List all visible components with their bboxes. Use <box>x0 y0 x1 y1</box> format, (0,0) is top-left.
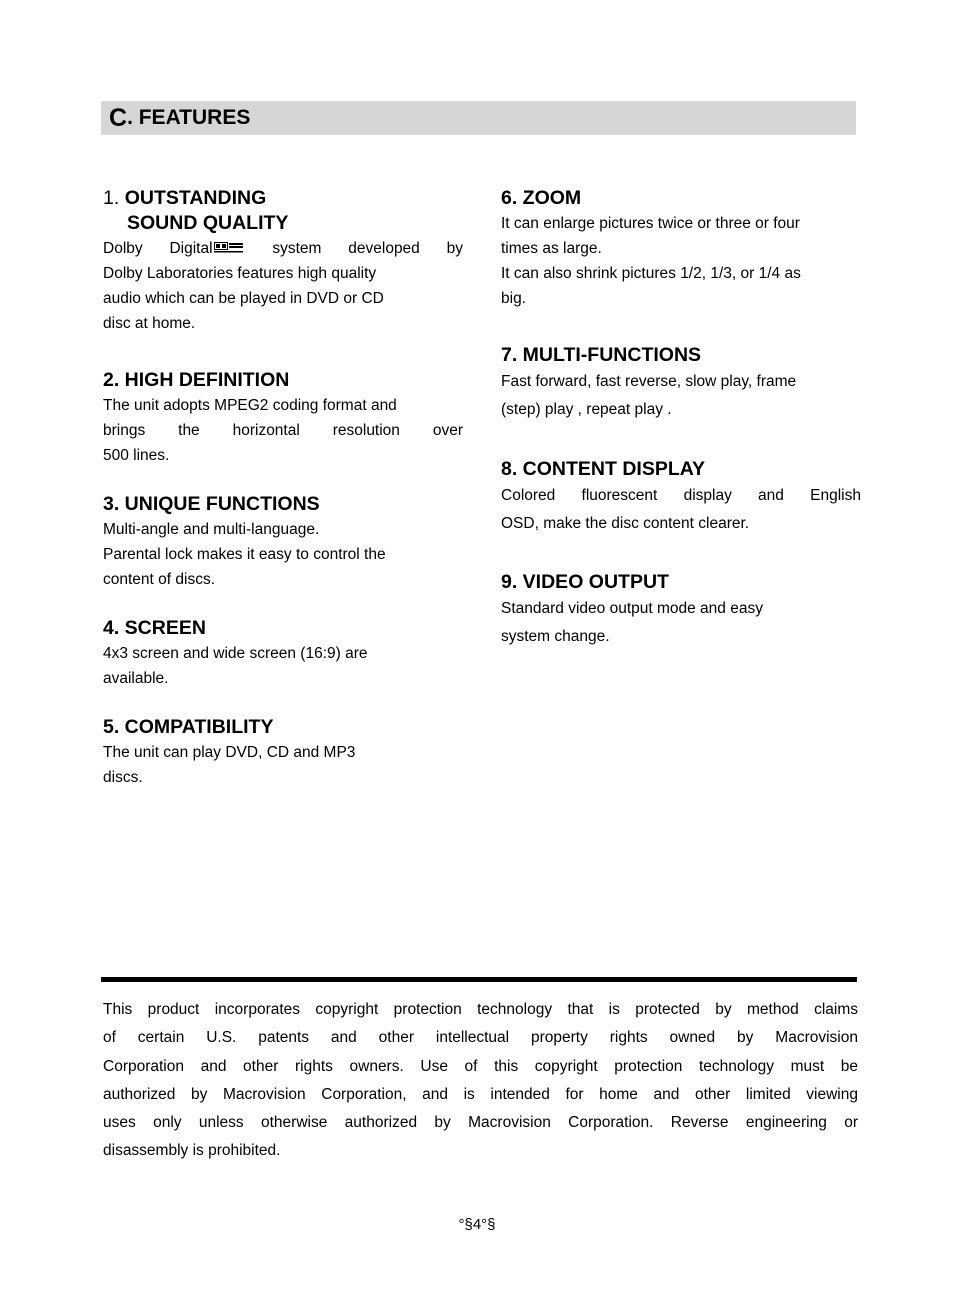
feature-unique-functions <box>103 492 463 616</box>
feature-description: Standard video output mode and easy system change. <box>501 600 763 645</box>
feature-description: Dolby Digital system developed by Dolby Laboratories features high quality audio which can be played in DVD or CD disc at home. <box>103 240 463 332</box>
features-left-column <box>103 186 463 790</box>
section-letter: C <box>109 104 128 132</box>
feature-compatibility <box>103 715 463 790</box>
feature-title: 6. ZOOM <box>501 187 582 209</box>
section-header <box>101 101 856 135</box>
feature-zoom <box>501 186 861 343</box>
feature-description: The unit adopts MPEG2 coding format and brings the horizontal resolution over 500 lines. <box>103 397 463 464</box>
feature-title: 5. COMPATIBILITY <box>103 716 274 738</box>
feature-content-display <box>501 457 861 570</box>
feature-description: It can enlarge pictures twice or three or four times as large. It can also shrink pictures 1/2, 1/3, or 1/4 as big. <box>501 215 801 307</box>
feature-title: 9. VIDEO OUTPUT <box>501 571 669 593</box>
feature-video-output <box>501 570 861 651</box>
feature-title: 3. UNIQUE FUNCTIONS <box>103 493 320 515</box>
feature-multi-functions <box>501 343 861 457</box>
features-right-column <box>501 186 861 651</box>
section-divider <box>101 977 857 982</box>
feature-title: 2. HIGH DEFINITION <box>103 369 290 391</box>
feature-title: 7. MULTI-FUNCTIONS <box>501 344 702 366</box>
feature-title: 1. OUTSTANDING SOUND QUALITY <box>103 187 289 234</box>
feature-description: 4x3 screen and wide screen (16:9) are available. <box>103 645 368 687</box>
feature-description: Multi-angle and multi-language. Parental lock makes it easy to control the content of discs. <box>103 521 386 588</box>
feature-high-definition <box>103 368 463 492</box>
feature-title: 4. SCREEN <box>103 617 206 639</box>
page-number: °§4°§ <box>458 1216 496 1233</box>
feature-description: The unit can play DVD, CD and MP3 discs. <box>103 744 356 786</box>
copyright-notice: This product incorporates copyright protection technology that is protected by method claims of certain U.S. patents and other intellectual property rights owned by Macrovision Corporation and other rights owners. Use of this copyright protection technology must be authorized by Macrovision Corporation, and is intended for home and other limited viewing uses only unless otherwise authorized by Macrovision Corporation. Reverse engineering or disassembly is prohibited. <box>103 1001 858 1160</box>
feature-title: 8. CONTENT DISPLAY <box>501 458 706 480</box>
feature-description: Colored fluorescent display and English OSD, make the disc content clearer. <box>501 487 861 532</box>
feature-description: Fast forward, fast reverse, slow play, frame (step) play , repeat play . <box>501 373 797 418</box>
feature-sound-quality <box>103 186 463 368</box>
section-title: . FEATURES <box>127 106 251 129</box>
feature-screen <box>103 616 463 715</box>
dolby-digital-logo-icon <box>214 242 244 254</box>
